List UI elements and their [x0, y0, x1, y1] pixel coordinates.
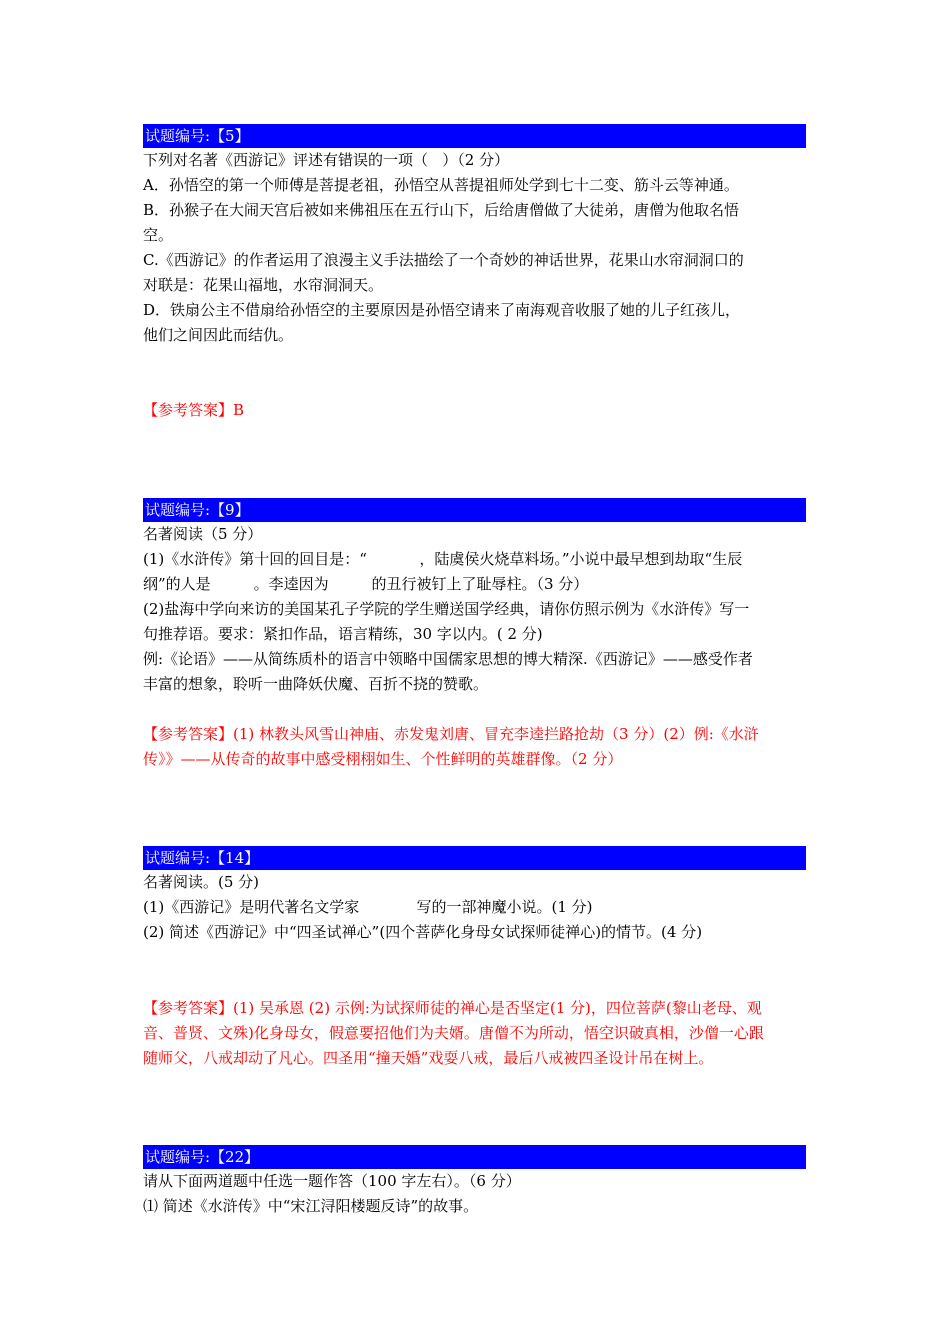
option-d: D．铁扇公主不借扇给孙悟空的主要原因是孙悟空请来了南海观音收服了她的儿子红孩儿， [143, 301, 741, 319]
answer-text: (1) 吴承恩 (2) 示例:为试探师徒的禅心是否坚定(1 分)，四位菩萨(黎山老母、观 [233, 999, 762, 1017]
question-line: 名著阅读。(5 分) [143, 873, 260, 891]
question-line: 下列对名著《西游记》评述有错误的一项（ ）（2 分） [143, 151, 510, 169]
question-header: 试题编号:【22】 [143, 1145, 806, 1169]
answer-label: 【参考答案】 [143, 725, 234, 743]
question-line: 句推荐语。要求：紧扣作品，语言精练，30 字以内。( 2 分) [143, 625, 543, 643]
question-line: 例:《论语》——从简练质朴的语言中领略中国儒家思想的博大精深.《西游记》——感受作者 [143, 650, 753, 668]
question-body [143, 1169, 806, 1219]
question-line: (2)盐海中学向来访的美国某孔子学院的学生赠送国学经典，请你仿照示例为《水浒传》写一 [143, 600, 750, 618]
question-body [143, 522, 806, 697]
answer-text: 传》》——从传奇的故事中感受栩栩如生、个性鲜明的英雄群像。（2 分） [143, 750, 623, 768]
answer-5 [143, 398, 806, 423]
question-line: (1)《水浒传》第十回的回目是：“ ，陆虞侯火烧草料场。”小说中最早想到劫取“生辰 [143, 550, 743, 568]
answer-9 [143, 722, 806, 772]
option-a: A．孙悟空的第一个师傅是菩提老祖，孙悟空从菩提祖师处学到七十二变、筋斗云等神通。 [143, 176, 739, 194]
question-block-14 [143, 846, 806, 945]
answer-label: 【参考答案】 [143, 401, 234, 419]
option-c: C.《西游记》的作者运用了浪漫主义手法描绘了一个奇妙的神话世界，花果山水帘洞洞口的 [143, 251, 744, 269]
answer-text: B [233, 401, 245, 419]
question-header: 试题编号:【9】 [143, 498, 806, 522]
question-block-9 [143, 498, 806, 697]
answer-14 [143, 996, 806, 1071]
answer-label: 【参考答案】 [143, 999, 234, 1017]
question-block-22 [143, 1145, 806, 1219]
question-line: 丰富的想象，聆听一曲降妖伏魔、百折不挠的赞歌。 [143, 675, 489, 693]
question-line: 纲”的人是 。李逵因为 的丑行被钉上了耻辱柱。（3 分） [143, 575, 589, 593]
question-body [143, 870, 806, 945]
option-d-cont: 他们之间因此而结仇。 [143, 326, 294, 344]
answer-text: (1) 林教头风雪山神庙、赤发鬼刘唐、冒充李逵拦路抢劫（3 分）(2）例:《水浒 [233, 725, 759, 743]
question-line: 请从下面两道题中任选一题作答（100 字左右）。（6 分） [143, 1172, 521, 1190]
question-block-5 [143, 124, 806, 348]
question-body [143, 148, 806, 348]
question-line: (2) 简述《西游记》中“四圣试禅心”(四个菩萨化身母女试探师徒禅心)的情节。(4 分) [143, 923, 703, 941]
option-b: B．孙猴子在大闹天宫后被如来佛祖压在五行山下，后给唐僧做了大徒弟，唐僧为他取名悟 [143, 201, 740, 219]
question-header: 试题编号:【14】 [143, 846, 806, 870]
question-line: 名著阅读（5 分） [143, 525, 263, 543]
option-c-cont: 对联是：花果山福地，水帘洞洞天。 [143, 276, 384, 294]
question-line: (1)《西游记》是明代著名文学家 写的一部神魔小说。(1 分) [143, 898, 593, 916]
answer-text: 音、普贤、文殊)化身母女，假意要招他们为夫婿。唐僧不为所动，悟空识破真相，沙僧一心跟 [143, 1024, 764, 1042]
question-line: ⑴ 简述《水浒传》中“宋江浔阳楼题反诗”的故事。 [143, 1197, 479, 1215]
answer-text: 随师父，八戒却动了凡心。四圣用“撞天婚”戏耍八戒，最后八戒被四圣设计吊在树上。 [143, 1049, 714, 1067]
question-header: 试题编号:【5】 [143, 124, 806, 148]
option-b-cont: 空。 [143, 226, 174, 244]
